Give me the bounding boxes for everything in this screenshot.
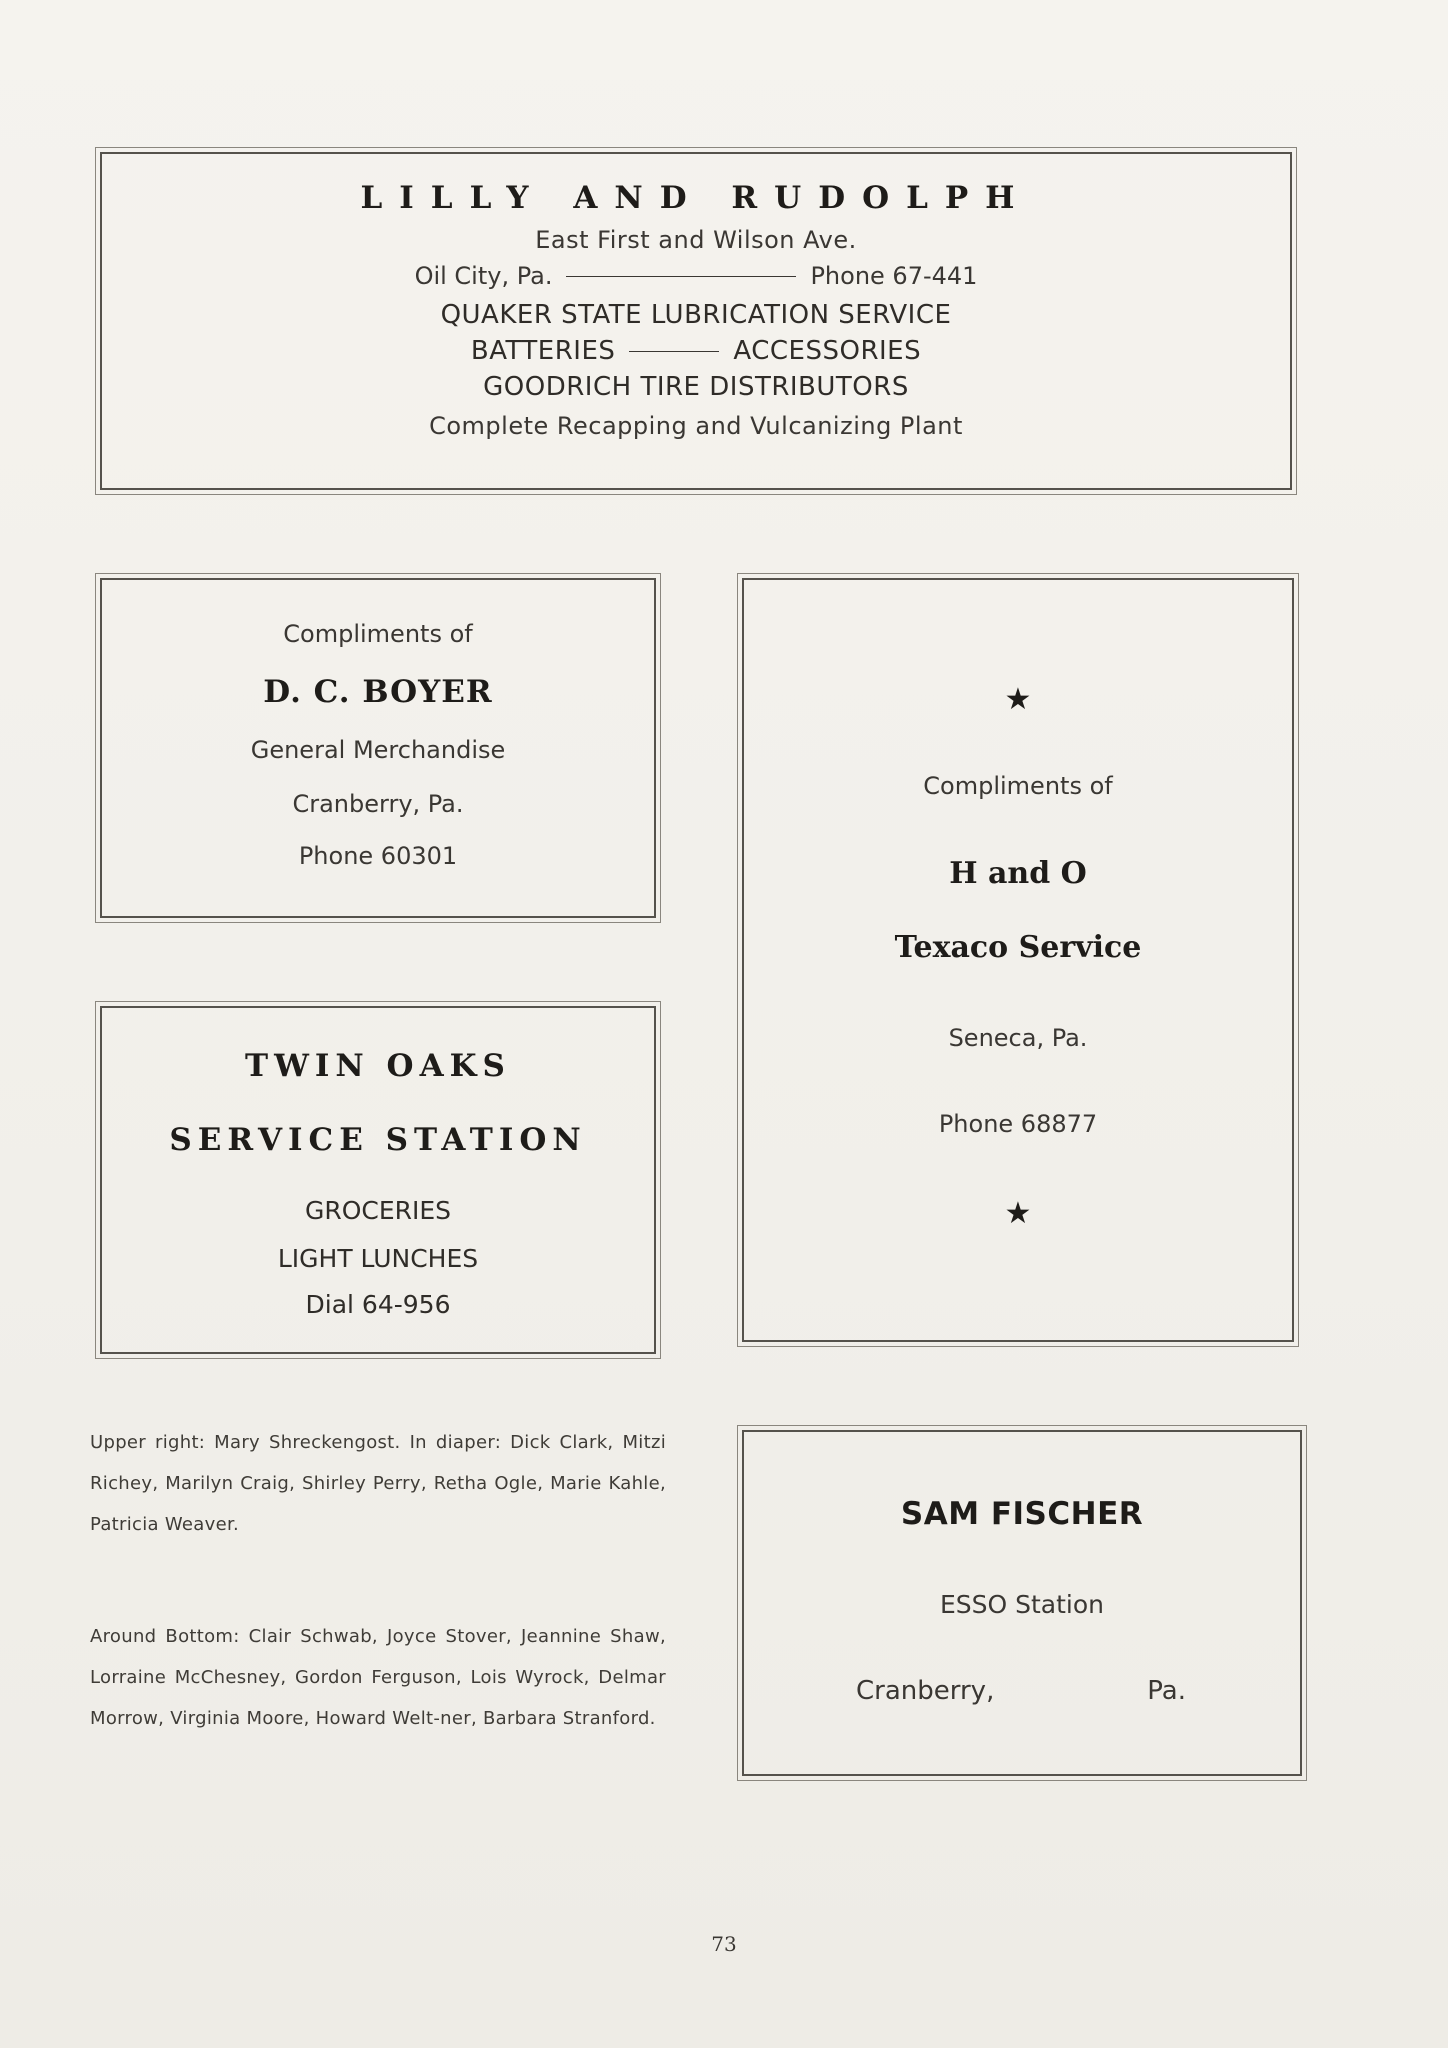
ad-title: LILLY AND RUDOLPH [360, 180, 1032, 216]
ad-compliments: Compliments of [283, 620, 473, 648]
ad-accessories: ACCESSORIES [733, 336, 922, 366]
ad-twin-oaks [100, 1006, 656, 1354]
star-icon: ★ [1004, 682, 1032, 717]
ad-tire-line: GOODRICH TIRE DISTRIBUTORS [483, 372, 909, 402]
photo-caption-upper-right: Upper right: Mary Shreckengost. In diaper: Dick Clark, Mitzi Richey, Marilyn Craig, Shirley Perry, Retha Ogle, Marie Kahle, Patricia Weaver. [90, 1432, 666, 1535]
page-number: 73 [711, 1932, 737, 1956]
ad-name: SAM FISCHER [900, 1496, 1144, 1532]
ad-lilly-and-rudolph [100, 152, 1292, 490]
ad-name: H and O [949, 856, 1087, 891]
ad-city: Cranberry, Pa. [292, 790, 464, 818]
ad-city: Cranberry, [856, 1676, 995, 1706]
ad-phone: Dial 64-956 [305, 1290, 451, 1319]
ad-batteries-row [102, 336, 1290, 366]
ad-business: General Merchandise [250, 736, 506, 764]
ad-dc-boyer [100, 578, 656, 918]
ad-phone: Phone 60301 [298, 842, 458, 870]
photo-caption-around-bottom: Around Bottom: Clair Schwab, Joyce Stover, Jeannine Shaw, Lorraine McChesney, Gordon Ferguson, Lois Wyrock, Delmar Morrow, Virginia Moore, Howard Welt-ner, Barbara Stranford. [90, 1626, 666, 1729]
ad-location-row [744, 1676, 1300, 1706]
ad-title-line2: SERVICE STATION [169, 1122, 587, 1158]
ad-batteries: BATTERIES [470, 336, 616, 366]
divider-rule [629, 351, 719, 352]
star-icon: ★ [1004, 1196, 1032, 1231]
ad-recapping-line: Complete Recapping and Vulcanizing Plant [429, 412, 963, 440]
ad-city: Seneca, Pa. [948, 1024, 1088, 1052]
ad-name: D. C. BOYER [263, 674, 493, 710]
divider-rule [566, 276, 796, 277]
ad-city: Oil City, Pa. [414, 262, 553, 290]
ad-address: East First and Wilson Ave. [535, 226, 857, 254]
ad-phone: Phone 67-441 [810, 262, 978, 290]
ad-lunches: LIGHT LUNCHES [277, 1244, 479, 1273]
ad-service-line: QUAKER STATE LUBRICATION SERVICE [440, 300, 952, 330]
ad-business: ESSO Station [939, 1590, 1105, 1619]
ad-sam-fischer [742, 1430, 1302, 1776]
ad-title-line1: TWIN OAKS [245, 1048, 511, 1084]
ad-compliments: Compliments of [923, 772, 1113, 800]
ad-groceries: GROCERIES [304, 1196, 452, 1225]
ad-state: Pa. [1147, 1676, 1186, 1706]
ad-phone: Phone 68877 [938, 1110, 1098, 1138]
ad-city-phone-row [102, 262, 1290, 290]
ad-h-and-o [742, 578, 1294, 1342]
ad-business: Texaco Service [894, 930, 1142, 965]
